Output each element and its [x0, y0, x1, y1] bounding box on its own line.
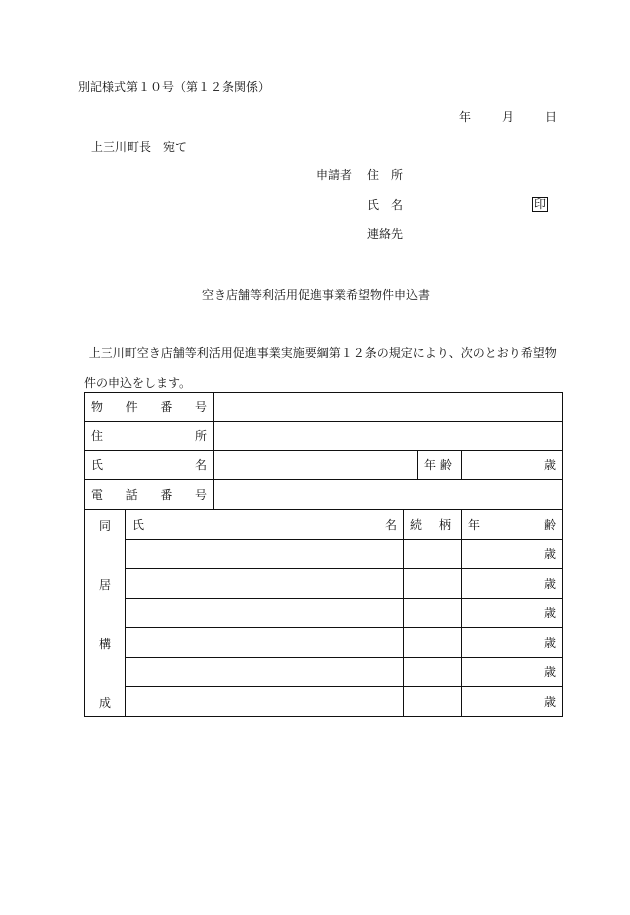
applicant-name-label: 氏 名 [367, 198, 404, 212]
household-name-header: 氏 名 [132, 517, 397, 532]
form-number: 別記様式第１０号（第１２条関係） [78, 80, 271, 94]
household-name-cell[interactable] [126, 687, 404, 717]
application-table [84, 392, 563, 717]
name-label: 氏 名 [91, 458, 207, 472]
row-name [85, 451, 563, 480]
household-header-row [85, 510, 563, 540]
household-row [85, 628, 563, 658]
row-phone [85, 480, 563, 510]
household-age-cell[interactable] [462, 540, 563, 569]
applicant-label: 申請者 [316, 168, 353, 182]
household-relation-cell[interactable] [404, 628, 462, 658]
household-age-cell[interactable] [462, 628, 563, 658]
household-row [85, 540, 563, 569]
household-row [85, 569, 563, 599]
phone-field[interactable] [214, 480, 563, 510]
date-year-label: 年 [459, 110, 472, 124]
address-field[interactable] [214, 422, 563, 451]
applicant-contact-label: 連絡先 [367, 227, 404, 241]
household-relation-cell[interactable] [404, 569, 462, 599]
household-relation-cell[interactable] [404, 540, 462, 569]
household-age-cell[interactable] [462, 658, 563, 687]
phone-label: 電 話 番 号 [91, 487, 207, 502]
age-unit: 歳 [544, 606, 557, 620]
row-address [85, 422, 563, 451]
household-name-cell[interactable] [126, 658, 404, 687]
age-field[interactable] [462, 451, 563, 480]
date-day-label: 日 [545, 110, 558, 124]
document-title: 空き店舗等利活用促進事業希望物件申込書 [202, 288, 431, 302]
date-month-label: 月 [502, 110, 515, 124]
household-row [85, 658, 563, 687]
age-unit: 歳 [544, 665, 557, 679]
seal-mark: 印 [534, 197, 547, 211]
age-unit: 歳 [544, 458, 557, 472]
name-field[interactable] [214, 451, 418, 480]
household-age-cell[interactable] [462, 687, 563, 717]
household-age-cell[interactable] [462, 599, 563, 628]
row-property-number [85, 393, 563, 422]
age-unit: 歳 [544, 694, 557, 709]
address-label: 住 所 [91, 429, 207, 443]
age-label: 年 齢 [418, 451, 462, 480]
household-relation-cell[interactable] [404, 687, 462, 717]
household-relation-cell[interactable] [404, 658, 462, 687]
property-number-label: 物 件 番 号 [91, 400, 207, 414]
household-name-cell[interactable] [126, 569, 404, 599]
age-unit: 歳 [544, 547, 557, 561]
household-relation-header: 続 柄 [410, 517, 451, 532]
household-name-cell[interactable] [126, 540, 404, 569]
household-name-cell[interactable] [126, 599, 404, 628]
applicant-address-label: 住 所 [367, 168, 404, 182]
household-side-label: 同 居 構 成 [85, 510, 126, 717]
recipient: 上三川町長 宛て [91, 140, 188, 154]
age-unit: 歳 [544, 635, 557, 650]
intro-text: 上三川町空き店舗等利活用促進事業実施要綱第１２条の規定により、次のとおり希望物件の申込をします。 [84, 346, 557, 390]
household-row [85, 687, 563, 717]
age-unit: 歳 [544, 576, 557, 591]
household-age-cell[interactable] [462, 569, 563, 599]
household-age-header: 年 齢 [468, 517, 557, 532]
household-relation-cell[interactable] [404, 599, 462, 628]
household-row [85, 599, 563, 628]
household-name-cell[interactable] [126, 628, 404, 658]
property-number-field[interactable] [214, 393, 563, 422]
